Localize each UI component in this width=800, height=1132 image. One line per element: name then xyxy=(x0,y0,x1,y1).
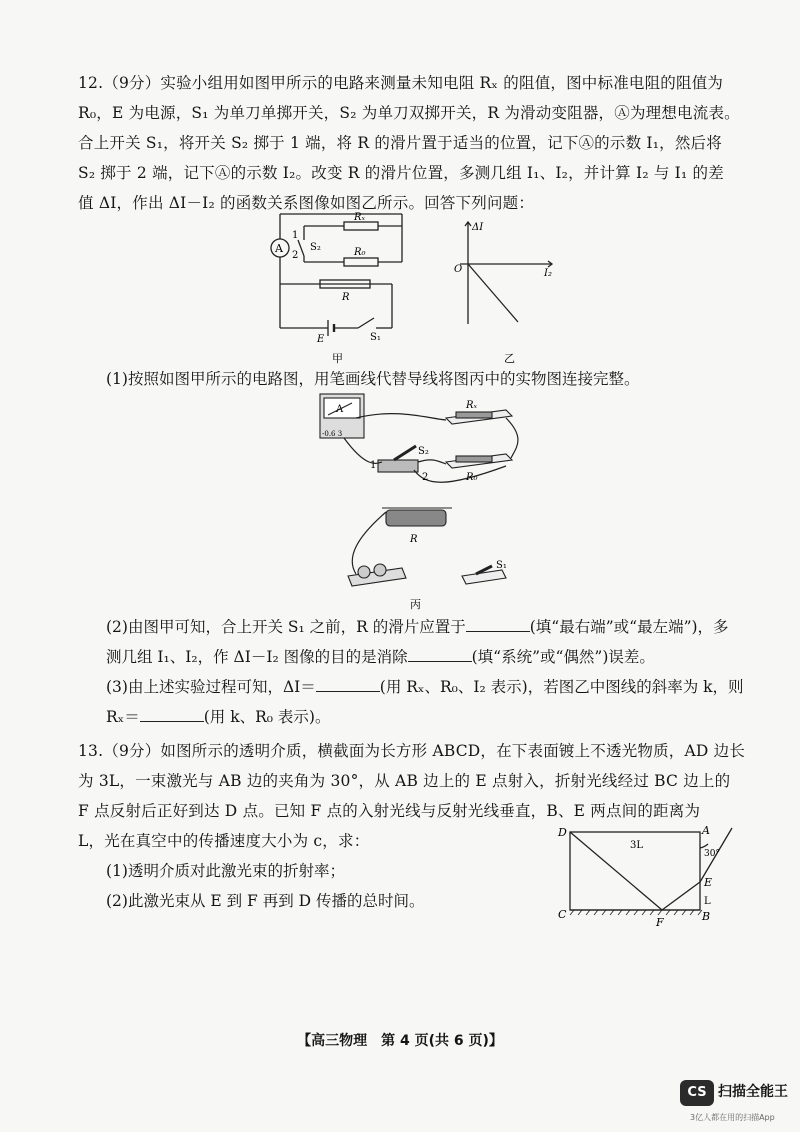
answer-blank-position[interactable] xyxy=(466,613,530,632)
point-a-label: A xyxy=(702,824,710,837)
q12-part2-line2 xyxy=(106,642,655,672)
r-label: R xyxy=(342,292,350,303)
q12-stem xyxy=(78,68,778,218)
bing-ammeter-label: A xyxy=(336,404,344,415)
answer-blank-rx[interactable] xyxy=(140,703,204,722)
length-be-label: L xyxy=(704,896,711,907)
bing-s2-label: S₂ xyxy=(418,446,429,457)
r0-label: R₀ xyxy=(354,247,366,258)
bing-scale-label: -0.6 3 xyxy=(322,430,343,438)
q12-part3-line1 xyxy=(106,672,744,702)
origin-label: O xyxy=(454,264,463,275)
caption-jia: 甲 xyxy=(332,352,343,365)
q12-line-1: 12.（9分）实验小组用如图甲所示的电路来测量未知电阻 Rₓ 的阻值，图中标准电阻的阻值为 xyxy=(78,74,724,92)
pos1-label: 1 xyxy=(292,230,299,241)
q12-line-2: R₀，E 为电源，S₁ 为单刀单掷开关，S₂ 为单刀双掷开关，R 为滑动变阻器，Ⓐ为理想电流表。 xyxy=(78,104,740,122)
s2-label: S₂ xyxy=(310,242,321,253)
page-footer: 【高三物理 第 4 页(共 6 页)】 xyxy=(297,1033,503,1049)
point-d-label: D xyxy=(558,826,567,839)
camscanner-logo: CS xyxy=(680,1080,714,1106)
optics-figure xyxy=(556,824,746,934)
q12-part2-a: (2)由图甲可知，合上开关 S₁ 之前，R 的滑片应置于 xyxy=(106,618,466,636)
yaxis-label: ΔI xyxy=(472,222,484,233)
point-c-label: C xyxy=(558,908,567,921)
q13-line-1: 13.（9分）如图所示的透明介质，横截面为长方形 ABCD，在下表面镀上不透光物质，AD 边长 xyxy=(78,742,746,760)
q13-line-4: L，光在真空中的传播速度大小为 c，求： xyxy=(78,832,370,850)
caption-bing: 丙 xyxy=(410,598,421,611)
s1-label: S₁ xyxy=(370,332,381,343)
point-e-label: E xyxy=(704,876,713,889)
bing-pos2-label: 2 xyxy=(422,472,429,483)
q12-line-4: S₂ 掷于 2 端，记下Ⓐ的示数 I₂。改变 R 的滑片位置，多测几组 I₁、I₂，并计算 I₂ 与 I₁ 的差 xyxy=(78,164,724,182)
q12-part3-d: (用 k、R₀ 表示)。 xyxy=(203,708,331,726)
answer-blank-delta-i[interactable] xyxy=(316,673,380,692)
q13-part1: (1)透明介质对此激光束的折射率； xyxy=(106,862,345,880)
point-b-label: B xyxy=(702,910,711,923)
caption-yi: 乙 xyxy=(504,352,515,365)
q12-part3-c: Rₓ＝ xyxy=(106,708,140,726)
bing-s1-label: S₁ xyxy=(496,560,507,571)
e-label: E xyxy=(317,334,325,345)
q12-part2-b: (填“最右端”或“最左端”)，多 xyxy=(529,618,729,636)
graph-line xyxy=(468,264,518,322)
q12-part2-d: (填“系统”或“偶然”)误差。 xyxy=(471,648,655,666)
q12-line-5: 值 ΔI，作出 ΔI－I₂ 的函数关系图像如图乙所示。回答下列问题： xyxy=(78,194,535,212)
q12-part3-a: (3)由上述实验过程可知，ΔI＝ xyxy=(106,678,316,696)
q12-part1: (1)按照如图甲所示的电路图，用笔画线代替导线将图丙中的实物图连接完整。 xyxy=(106,370,640,388)
q12-line-3: 合上开关 S₁，将开关 S₂ 掷于 1 端，将 R 的滑片置于适当的位置，记下Ⓐ的示数 I₁，然后将 xyxy=(78,134,722,152)
angle-label: 30° xyxy=(704,849,720,859)
pos2-label: 2 xyxy=(292,250,299,261)
q13-line-2: 为 3L，一束激光与 AB 边的夹角为 30°，从 AB 边上的 E 点射入，折射光线经过 BC 边上的 xyxy=(78,772,731,790)
q12-part2-line1 xyxy=(106,612,729,642)
rx-label: Rₓ xyxy=(354,212,366,223)
graph-yi xyxy=(440,214,570,374)
bing-pos1-label: 1 xyxy=(370,460,377,471)
camscanner-name: 扫描全能王 xyxy=(718,1084,788,1100)
answer-blank-error-type[interactable] xyxy=(408,643,472,662)
bing-r0-label: R₀ xyxy=(466,472,478,483)
q13-part2: (2)此激光束从 E 到 F 再到 D 传播的总时间。 xyxy=(106,892,425,910)
point-f-label: F xyxy=(656,916,664,929)
camscanner-tagline: 3亿人都在用的扫描App xyxy=(690,1113,775,1122)
xaxis-label: I₂ xyxy=(544,268,552,279)
q12-part3-b: (用 Rₓ、R₀、I₂ 表示)，若图乙中图线的斜率为 k，则 xyxy=(379,678,744,696)
ammeter-label: A xyxy=(275,242,283,255)
bing-r-label: R xyxy=(410,534,418,545)
bing-rx-label: Rₓ xyxy=(466,400,478,411)
q13-line-3: F 点反射后正好到达 D 点。已知 F 点的入射光线与反射光线垂直，B、E 两点间的距离为 xyxy=(78,802,701,820)
q12-part2-c: 测几组 I₁、I₂，作 ΔI－I₂ 图像的目的是消除 xyxy=(106,648,408,666)
apparatus-figure-bing xyxy=(306,388,536,618)
q12-part3-line2 xyxy=(106,702,330,732)
length-ad-label: 3L xyxy=(630,840,644,851)
circuit-diagram-jia xyxy=(262,210,412,370)
